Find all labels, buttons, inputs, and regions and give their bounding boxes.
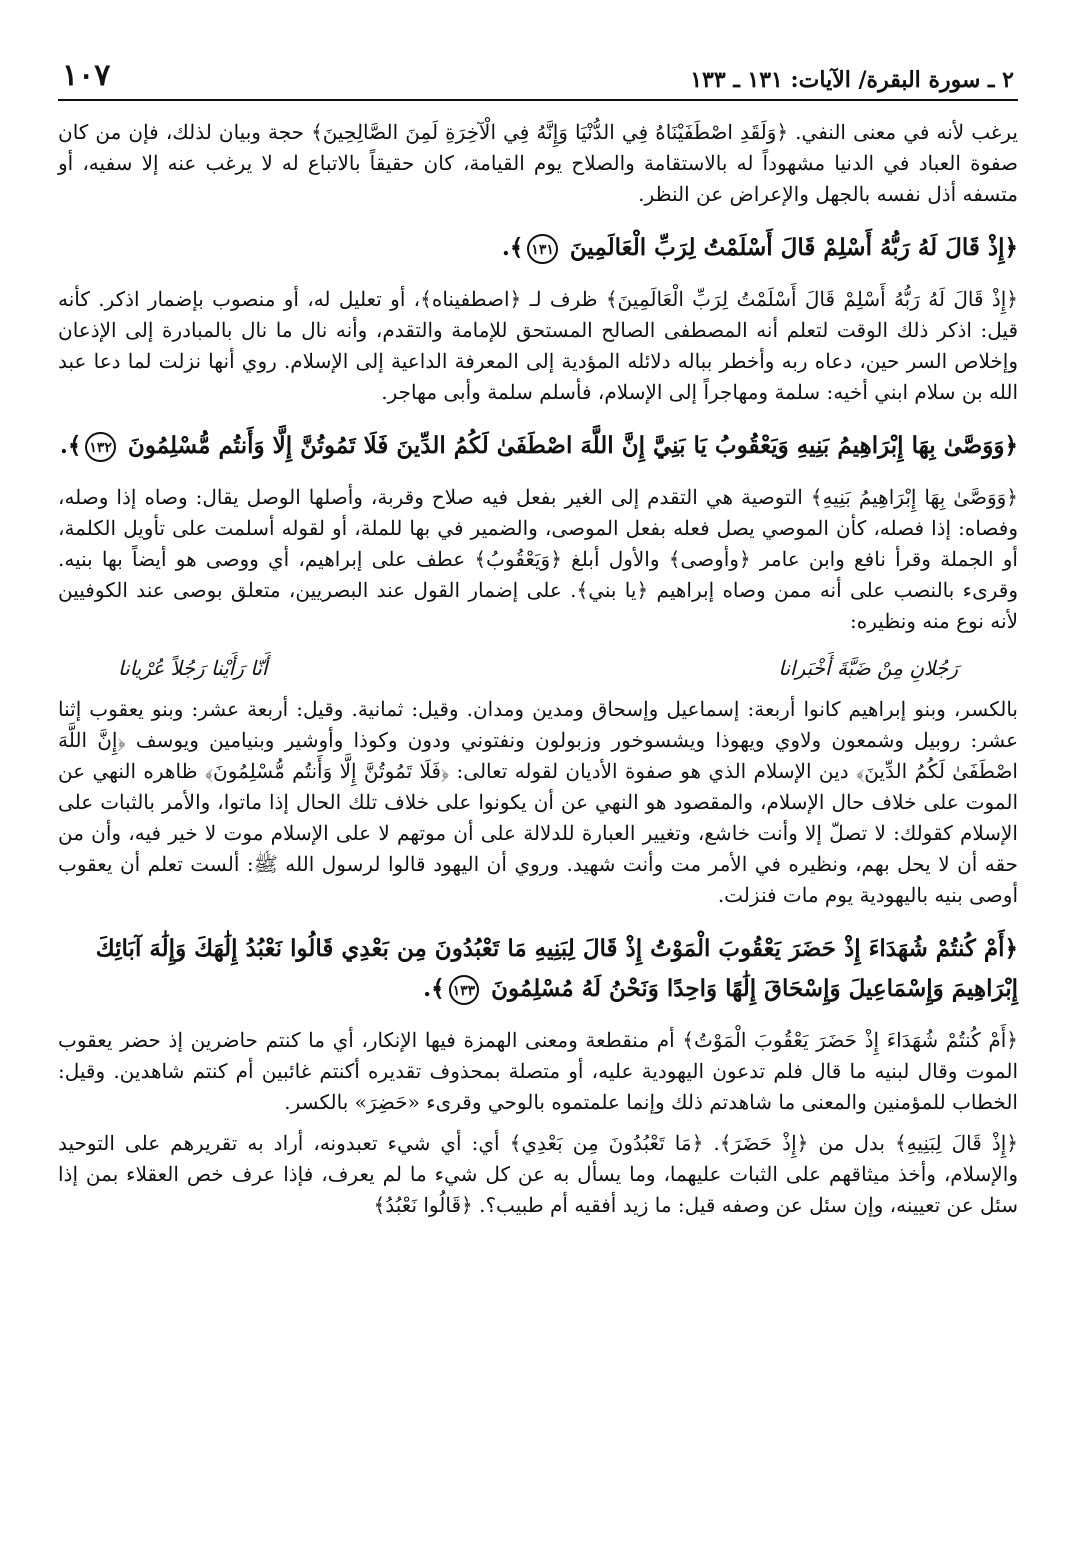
commentary-paragraph: ﴿أَمْ كُنتُمْ شُهَدَاءَ إِذْ حَضَرَ يَعْقُوبَ الْمَوْتُ﴾ أم منقطعة ومعنى الهمزة فيها الإنكار، أي ما كنتم حاضرين إذ حضر يعقوب الموت وقال لبنيه ما قال فلم تدعون اليهودية عليه، أو متصلة بمحذوف تقديره أكنتم غائبين أم كنتم شاهدين. وقيل: الخطاب للمؤمنين والمعنى ما شاهدتم ذلك وإنما علمتموه بالوحي وقرىء «حَضِرَ» بالكسر.	[58, 1028, 1018, 1114]
running-title: ٢ ـ سورة البقرة/ الآيات: ١٣١ ـ ١٣٣	[690, 67, 1014, 93]
quran-verse	[58, 426, 1018, 466]
verse-text: ﴿أَمْ كُنتُمْ شُهَدَاءَ إِذْ حَضَرَ يَعْقُوبَ الْمَوْتُ إِذْ قَالَ لِبَنِيهِ مَا تَعْبُدُونَ مِن بَعْدِي قَالُوا نَعْبُدُ إِلَٰهَكَ وَإِلَٰهَ آبَائِكَ إِبْرَاهِيمَ وَإِسْمَاعِيلَ وَإِسْحَاقَ إِلَٰهًا وَاحِدًا وَنَحْنُ لَهُ مُسْلِمُونَ	[95, 935, 1018, 1002]
ayah-number-marker: ١٣١	[527, 234, 558, 264]
verse-text: ﴿وَوَصَّىٰ بِهَا إِبْرَاهِيمُ بَنِيهِ وَيَعْقُوبُ يَا بَنِيَّ إِنَّ اللَّهَ اصْطَفَىٰ لَكُمُ الدِّينَ فَلَا تَمُوتُنَّ إِلَّا وَأَنتُم مُّسْلِمُونَ	[127, 432, 1018, 459]
commentary-paragraph: يرغب لأنه في معنى النفي. ﴿وَلَقَدِ اصْطَفَيْنَاهُ فِي الدُّنْيَا وَإِنَّهُ فِي الْآخِرَةِ لَمِنَ الصَّالِحِينَ﴾ حجة وبيان لذلك، فإن من كان صفوة العباد في الدنيا مشهوداً له بالاستقامة والصلاح يوم القيامة، كان حقيقاً بالاتباع له لا يرغب عنه إلا سفيه، أو متسفه أذل نفسه بالجهل والإعراض عن النظر.	[58, 120, 1018, 206]
page-content	[58, 117, 1018, 1221]
commentary-paragraph: ﴿وَوَصَّىٰ بِهَا إِبْرَاهِيمُ بَنِيهِ﴾ التوصية هي التقدم إلى الغير بفعل فيه صلاح وقربة، وأصلها الوصل يقال: وصاه إذا وصله، وفصاه: إذا فصله، كأن الموصي يصل فعله بفعل الموصى، والضمير في بها للملة، أو لقوله أسلمت على تأويل الكلمة، أو الجملة وقرأ نافع وابن عامر ﴿وأوصى﴾ والأول أبلغ ﴿وَيَعْقُوبُ﴾ عطف على إبراهيم، أي ووصى هو أيضاً بها بنيه. وقرىء بالنصب على أنه ممن وصاه إبراهيم ﴿يا بني﴾. على إضمار القول عند البصريين، متعلق بوصى عند الكوفيين لأنه نوع منه ونظيره:	[58, 485, 1018, 633]
page-number: ١٠٧	[62, 58, 111, 93]
commentary-paragraph: بالكسر، وبنو إبراهيم كانوا أربعة: إسماعيل وإسحاق ومدين ومدان. وقيل: ثمانية. وقيل: أربعة عشر: وبنو يعقوب إثنا عشر: روبيل وشمعون ولاوي ويهوذا ويشسوخور وزبولون ونفتوني ودون وكوذا وأوشير وبنيامين ويوسف ﴿إِنَّ اللَّهَ اصْطَفَىٰ لَكُمُ الدِّينَ﴾ دين الإسلام الذي هو صفوة الأديان لقوله تعالى: ﴿فَلَا تَمُوتُنَّ إِلَّا وَأَنتُم مُّسْلِمُونَ﴾ ظاهره النهي عن الموت على خلاف حال الإسلام، والمقصود هو النهي عن أن يكونوا على خلاف تلك الحال إذا ماتوا، والأمر بالثبات على الإسلام كقولك: لا تصلّ إلا وأنت خاشع، وتغيير العبارة للدلالة على أن موتهم لا على الإسلام موت لا خير فيه، وأن من حقه أن لا يحل بهم، ونظيره في الأمر مت وأنت شهيد. وروي أن اليهود قالوا لرسول الله ﷺ: ألست تعلم أن يعقوب أوصى بنيه باليهودية يوم مات فنزلت.	[58, 697, 1018, 907]
verse-text: ﴿إِذْ قَالَ لَهُ رَبُّهُ أَسْلِمْ قَالَ أَسْلَمْتُ لِرَبِّ الْعَالَمِينَ	[569, 234, 1018, 261]
commentary-paragraph: ﴿إِذْ قَالَ لِبَنِيهِ﴾ بدل من ﴿إِذْ حَضَرَ﴾. ﴿مَا تَعْبُدُونَ مِن بَعْدِي﴾ أي: أي شيء تعبدونه، أراد به تقريرهم على التوحيد والإسلام، وأخذ ميثاقهم على الثبات عليهما، وما يسأل به عن كل شيء ما لم يعرف، فإذا عرف خص العقلاء بمن إذا سئل عن تعيينه، وإن سئل عن وصفه قيل: ما زيد أفقيه أم طبيب؟. ﴿قَالُوا نَعْبُدُ﴾	[58, 1131, 1018, 1217]
poem-hemistich-left: أَنّا رَأَيْنا رَجُلاً عُرْيانا	[118, 656, 268, 680]
page-header	[58, 58, 1018, 101]
poetry-verse	[58, 647, 1018, 694]
ayah-number-marker: ١٣٢	[85, 432, 116, 462]
quran-verse	[58, 228, 1018, 268]
quran-verse	[58, 929, 1018, 1009]
verse-close: ﴾.	[59, 432, 82, 459]
poem-hemistich-right: رَجُلانِ مِنْ ضَبَّةَ أَخْبَرانا	[778, 656, 958, 680]
verse-close: ﴾.	[423, 975, 445, 1002]
verse-close: ﴾.	[501, 234, 524, 261]
ayah-number-marker: ١٣٣	[449, 975, 480, 1005]
commentary-paragraph: ﴿إِذْ قَالَ لَهُ رَبُّهُ أَسْلِمْ قَالَ أَسْلَمْتُ لِرَبِّ الْعَالَمِينَ﴾ ظرف لـ ﴿اصطفيناه﴾، أو تعليل له، أو منصوب بإضمار اذكر. كأنه قيل: اذكر ذلك الوقت لتعلم أنه المصطفى الصالح المستحق للإمامة والتقدم، وأنه نال ما نال بالمبادرة إلى الإذعان وإخلاص السر حين، دعاه ربه وأخطر بباله دلائله المؤدية إلى المعرفة الداعية إلى الإسلام. روي أنها نزلت لما دعا عبد الله بن سلام ابني أخيه: سلمة ومهاجراً إلى الإسلام، فأسلم سلمة وأبى مهاجر.	[58, 287, 1018, 404]
